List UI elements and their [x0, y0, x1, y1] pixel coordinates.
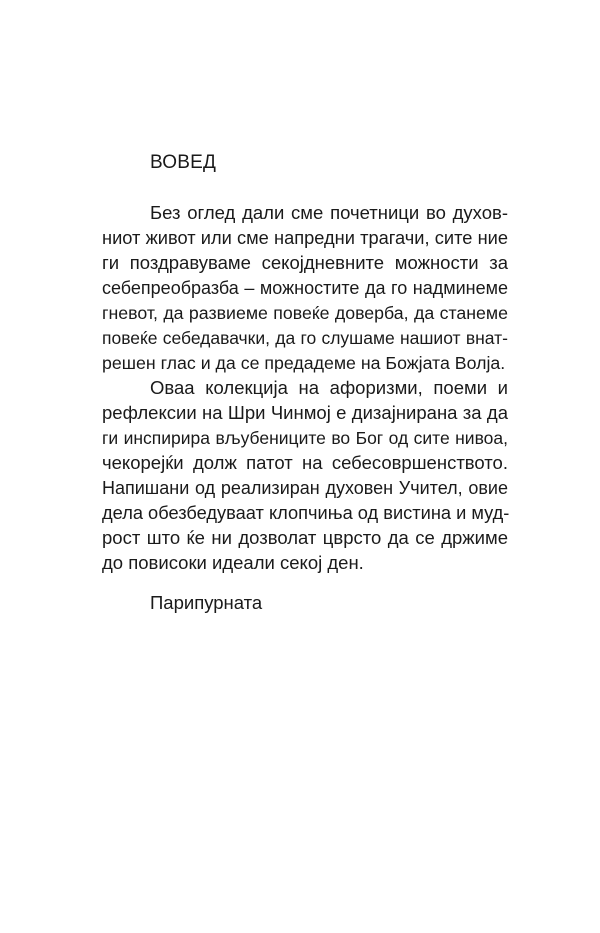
page-title: ВОВЕД: [150, 152, 217, 173]
text-line: Напишани од реализиран духовен Учител, овие: [102, 478, 508, 498]
text-line: до повисоки идеали секој ден.: [102, 552, 364, 573]
text-line: Оваа колекција на афоризми, поеми и: [150, 377, 508, 398]
author-signature: Парипурната: [150, 592, 263, 613]
text-line: гневот, да развиеме повеќе доверба, да станеме: [102, 303, 508, 323]
text-line: себепреобразба – можностите да го надминеме: [102, 278, 508, 298]
text-line: рост што ќе ни дозволат цврсто да се држиме: [102, 527, 508, 548]
text-line: Без оглед дали сме почетници во духов-: [150, 202, 508, 223]
text-line: ги инспирира вљубениците во Бог од сите нивоа,: [102, 428, 508, 448]
text-line: ниот живот или сме напредни трагачи, сите ние: [102, 227, 508, 248]
text-line: решен глас и да се предадеме на Божјата Волја.: [102, 353, 506, 373]
text-line: ги поздравуваме секојдневните можности за: [102, 252, 508, 273]
text-line: рефлексии на Шри Чинмој е дизајнирана за да: [102, 402, 508, 423]
text-line: дела обезбедуваат клопчиња од вистина и муд-: [102, 502, 510, 523]
text-line: повеќе себедавачки, да го слушаме нашиот внат-: [102, 328, 508, 348]
text-line: чекорејќи долж патот на себесовршенството.: [102, 452, 508, 473]
